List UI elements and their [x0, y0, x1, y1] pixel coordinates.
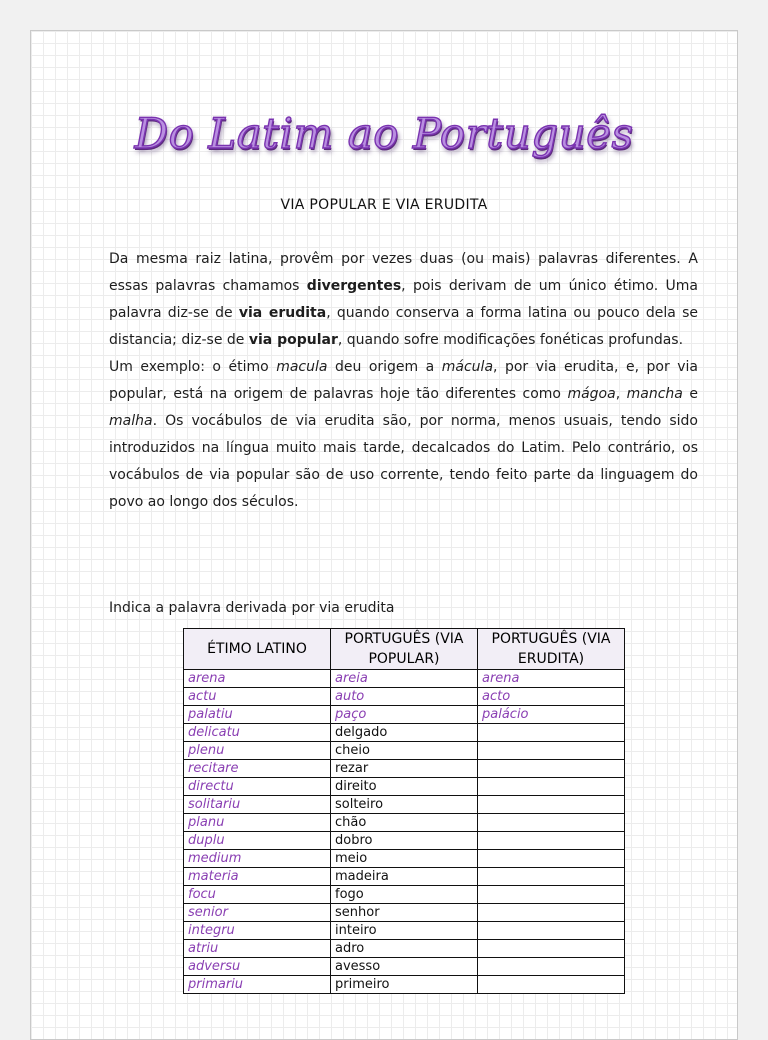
cell-latin: planu: [184, 814, 331, 832]
table-row: [184, 958, 625, 976]
table-row: [184, 904, 625, 922]
paragraph-1: [109, 246, 698, 354]
cell-latin: solitariu: [184, 796, 331, 814]
header-etimo-latino: ÉTIMO LATINO: [184, 629, 331, 670]
term-divergentes: divergentes: [306, 278, 402, 294]
table-header-row: [184, 629, 625, 670]
p1-text-1: Da mesma raiz latina, provêm por vezes duas (ou mais) palavras diferentes. A essas palavras chamamos: [109, 251, 698, 294]
cell-popular: direito: [331, 778, 478, 796]
term-via-popular: via popular: [248, 332, 338, 348]
cell-erudita: arena: [478, 670, 625, 688]
cell-popular: primeiro: [331, 976, 478, 994]
body-text: [109, 246, 698, 516]
p2-text-3: , por via erudita, e, por via popular, está na origem de palavras hoje tão diferentes como: [109, 359, 699, 402]
cell-erudita[interactable]: [478, 904, 625, 922]
p2-text-2: deu origem a: [327, 359, 442, 375]
cell-erudita[interactable]: [478, 760, 625, 778]
table-row: [184, 868, 625, 886]
table-row: [184, 886, 625, 904]
cell-erudita[interactable]: [478, 886, 625, 904]
cell-popular: auto: [331, 688, 478, 706]
cell-popular: dobro: [331, 832, 478, 850]
table-row: [184, 724, 625, 742]
cell-latin: arena: [184, 670, 331, 688]
p1-text-3: , quando conserva a forma latina ou pouco dela se distancia; diz-se de: [109, 305, 698, 348]
p2-text-5: e: [682, 386, 698, 402]
p2-text-1: Um exemplo: o étimo: [109, 359, 277, 375]
example-magoa: mágoa: [567, 386, 616, 402]
subtitle: VIA POPULAR E VIA ERUDITA: [280, 197, 488, 213]
exercise-instruction: Indica a palavra derivada por via erudita: [109, 600, 395, 616]
cell-latin: recitare: [184, 760, 331, 778]
cell-popular: adro: [331, 940, 478, 958]
table-row: [184, 688, 625, 706]
cell-erudita[interactable]: [478, 868, 625, 886]
word-table: [183, 628, 625, 994]
cell-erudita[interactable]: [478, 778, 625, 796]
cell-latin: duplu: [184, 832, 331, 850]
cell-latin: plenu: [184, 742, 331, 760]
cell-erudita[interactable]: [478, 814, 625, 832]
cell-popular: rezar: [331, 760, 478, 778]
cell-latin: actu: [184, 688, 331, 706]
table-row: [184, 850, 625, 868]
table-row: [184, 922, 625, 940]
cell-latin: senior: [184, 904, 331, 922]
cell-popular: senhor: [331, 904, 478, 922]
p2-text-6: . Os vocábulos de via erudita são, por norma, menos usuais, tendo sido introduzidos na língua muito mais tarde, decalcados do Latim. Pelo contrário, os vocábulos de via popular são de uso corrente, tendo feito parte da linguagem do povo ao longo dos séculos.: [109, 413, 698, 510]
cell-popular: cheio: [331, 742, 478, 760]
example-malha: malha: [109, 413, 153, 429]
cell-erudita[interactable]: [478, 922, 625, 940]
example-macula-erudita: mácula: [441, 359, 494, 375]
example-mancha: mancha: [626, 386, 683, 402]
example-macula: macula: [276, 359, 328, 375]
cell-popular: delgado: [331, 724, 478, 742]
cell-latin: medium: [184, 850, 331, 868]
table-row: [184, 670, 625, 688]
cell-latin: atriu: [184, 940, 331, 958]
header-via-popular: PORTUGUÊS (VIA POPULAR): [331, 629, 478, 670]
cell-erudita[interactable]: [478, 940, 625, 958]
table-row: [184, 814, 625, 832]
cell-erudita[interactable]: [478, 832, 625, 850]
cell-popular: avesso: [331, 958, 478, 976]
cell-erudita[interactable]: [478, 976, 625, 994]
table-row: [184, 760, 625, 778]
table-row: [184, 706, 625, 724]
cell-erudita[interactable]: [478, 742, 625, 760]
cell-latin: primariu: [184, 976, 331, 994]
term-via-erudita: via erudita: [238, 305, 327, 321]
cell-popular: chão: [331, 814, 478, 832]
paragraph-2: [109, 354, 698, 516]
cell-latin: focu: [184, 886, 331, 904]
cell-erudita: acto: [478, 688, 625, 706]
cell-popular: solteiro: [331, 796, 478, 814]
cell-erudita[interactable]: [478, 724, 625, 742]
table-row: [184, 940, 625, 958]
cell-latin: adversu: [184, 958, 331, 976]
cell-latin: materia: [184, 868, 331, 886]
p1-text-2: , pois derivam de um único étimo. Uma palavra diz-se de: [109, 278, 698, 321]
cell-erudita[interactable]: [478, 958, 625, 976]
cell-popular: madeira: [331, 868, 478, 886]
cell-erudita: palácio: [478, 706, 625, 724]
cell-latin: delicatu: [184, 724, 331, 742]
cell-popular: paço: [331, 706, 478, 724]
cell-erudita[interactable]: [478, 850, 625, 868]
table-row: [184, 796, 625, 814]
table-body: [184, 670, 625, 994]
cell-latin: palatiu: [184, 706, 331, 724]
table-row: [184, 832, 625, 850]
cell-latin: integru: [184, 922, 331, 940]
cell-popular: areia: [331, 670, 478, 688]
cell-popular: fogo: [331, 886, 478, 904]
cell-popular: meio: [331, 850, 478, 868]
logo-title: Do Latim ao Português: [134, 109, 634, 158]
table-row: [184, 976, 625, 994]
table-row: [184, 778, 625, 796]
cell-popular: inteiro: [331, 922, 478, 940]
p1-text-4: , quando sofre modificações fonéticas profundas.: [337, 332, 684, 348]
p2-text-4: ,: [615, 386, 627, 402]
header-via-erudita: PORTUGUÊS (VIA ERUDITA): [478, 629, 625, 670]
cell-latin: directu: [184, 778, 331, 796]
document-page: [30, 30, 738, 1040]
cell-erudita[interactable]: [478, 796, 625, 814]
table-row: [184, 742, 625, 760]
